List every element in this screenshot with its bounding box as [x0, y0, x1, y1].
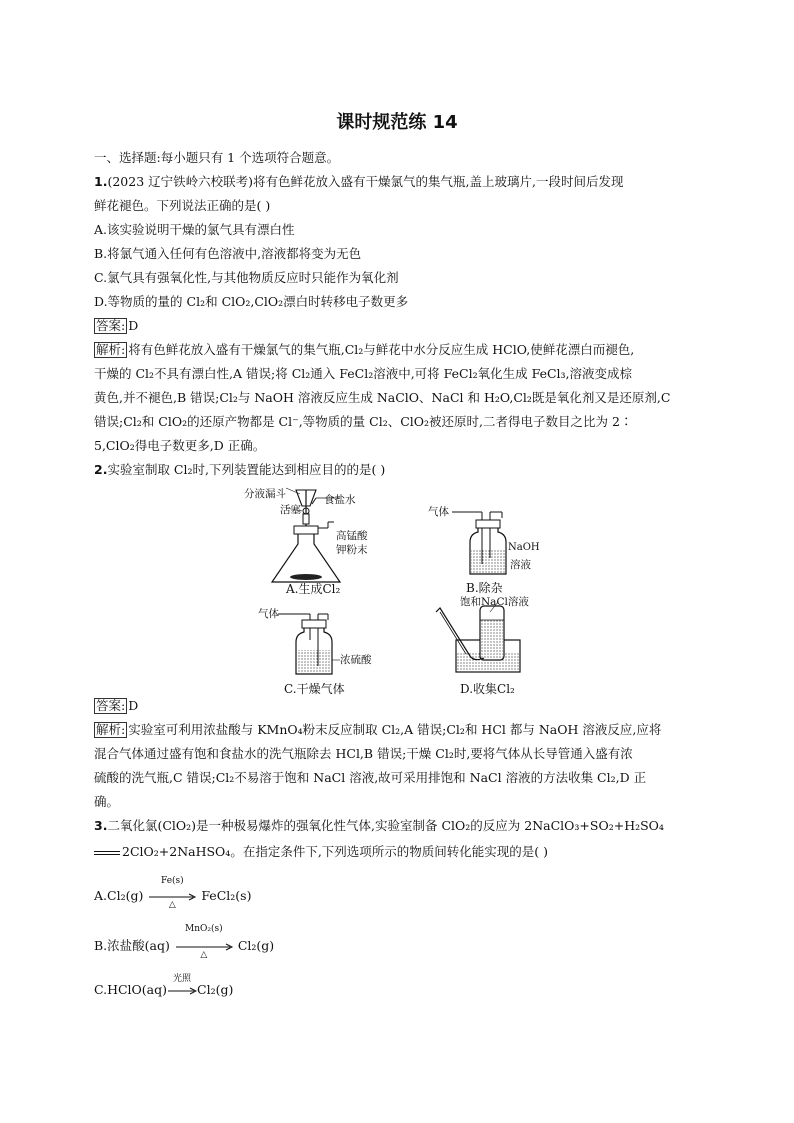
q3-b-product: Cl₂(g) — [237, 938, 275, 953]
figure-d-collect-cl2 — [430, 596, 570, 700]
q1-number: 1. — [94, 174, 108, 189]
label-naoh: NaOH — [508, 542, 540, 553]
explanation-tag: 解析: — [96, 722, 126, 737]
label-stopcock: 活塞 — [280, 504, 301, 516]
caption-d: D.收集Cl₂ — [460, 682, 515, 696]
q3-a-condition-below: △ — [168, 899, 176, 910]
q1-option-d: D.等物质的量的 Cl₂和 ClO₂,ClO₂漂白时转移电子数更多 — [94, 294, 409, 309]
q1-answer-value: D — [128, 318, 139, 333]
q1-option-a: A.该实验说明干燥的氯气具有漂白性 — [94, 222, 295, 237]
q3-c-product: Cl₂(g) — [197, 982, 234, 997]
caption-b: B.除杂 — [466, 581, 503, 595]
q3-a-reactant: A.Cl₂(g) — [94, 888, 144, 903]
q2-expl-text: 实验室可利用浓盐酸与 KMnO₄粉末反应制取 Cl₂,A 错误;Cl₂和 HCl 都与 NaOH 溶液反应,应将 — [128, 722, 662, 737]
q1-explanation-line3: 黄色,并不褪色,B 错误;Cl₂与 NaOH 溶液反应生成 NaClO、NaCl 和 H₂O,Cl₂既是氧化剂又是还原剂,C — [94, 390, 671, 405]
q2-explanation-line2: 混合气体通过盛有饱和食盐水的洗气瓶除去 HCl,B 错误;干燥 Cl₂时,要将气体从长导管通入盛有浓 — [94, 746, 633, 761]
equation-equals-sign — [94, 851, 120, 855]
q2-explanation-line3: 硫酸的洗气瓶,C 错误;Cl₂不易溶于饱和 NaCl 溶液,故可采用排饱和 NaCl 溶液的方法收集 Cl₂,D 正 — [94, 770, 647, 785]
q1-answer — [94, 318, 138, 334]
label-kmno4-2: 钾粉末 — [336, 544, 368, 556]
q3-stem-line2 — [94, 844, 548, 860]
label-saturated-nacl: 饱和NaCl溶液 — [460, 596, 529, 608]
q1-explanation-line4: 错误;Cl₂和 ClO₂的还原产物都是 Cl⁻,等物质的量 Cl₂、ClO₂被还原时,二者得电子数目之比为 2∶ — [94, 414, 633, 429]
figure-c-dry-gas — [256, 604, 396, 700]
label-separatory-funnel: 分液漏斗 — [244, 488, 286, 500]
q2-stem-text: 实验室制取 Cl₂时,下列装置能达到相应目的的是( ) — [107, 462, 386, 477]
q2-explanation-line4: 确。 — [94, 794, 120, 809]
q2-answer-value: D — [128, 698, 139, 713]
q3-option-b — [94, 923, 275, 960]
q2-number: 2. — [94, 462, 108, 477]
q1-explanation-line2: 干燥的 Cl₂不具有漂白性,A 错误;将 Cl₂通入 FeCl₂溶液中,可将 FeCl₂氧化生成 FeCl₃,溶液变成棕 — [94, 366, 633, 381]
q1-stem-line2: 鲜花褪色。下列说法正确的是( ) — [94, 198, 271, 213]
caption-a: A.生成Cl₂ — [286, 582, 341, 596]
q3-number: 3. — [94, 818, 108, 833]
answer-tag: 答案: — [96, 698, 126, 713]
label-solution: 溶液 — [510, 559, 531, 571]
q3-b-reactant: B.浓盐酸(aq) — [94, 938, 170, 953]
label-kmno4-1: 高锰酸 — [336, 530, 368, 542]
q1-option-b: B.将氯气通入任何有色溶液中,溶液都将变为无色 — [94, 246, 362, 261]
answer-tag: 答案: — [96, 318, 126, 333]
q1-explanation-line1 — [94, 342, 634, 358]
q2-answer — [94, 698, 138, 714]
reaction-arrow — [147, 875, 197, 910]
q3-a-product: FeCl₂(s) — [201, 888, 252, 903]
q3-b-condition-above: MnO₂(s) — [185, 923, 223, 934]
caption-c: C.干燥气体 — [284, 682, 345, 696]
q1-explanation-line5: 5,ClO₂得电子数更多,D 正确。 — [94, 438, 266, 453]
reaction-arrow — [167, 973, 197, 998]
q2-explanation-line1 — [94, 722, 661, 738]
q3-option-c — [94, 973, 234, 998]
q3-option-a — [94, 875, 252, 910]
label-conc-h2so4: 浓硫酸 — [340, 654, 372, 666]
q3-stem-line1 — [94, 818, 664, 834]
q1-stem-text: (2023 辽宁铁岭六校联考)将有色鲜花放入盛有干燥氯气的集气瓶,盖上玻璃片,一段时间后发现 — [107, 174, 624, 189]
q1-option-c: C.氯气具有强氧化性,与其他物质反应时只能作为氧化剂 — [94, 270, 399, 285]
page-title: 课时规范练 14 — [336, 112, 458, 133]
q3-a-condition-above: Fe(s) — [160, 875, 184, 886]
figure-b-remove-impurity — [428, 502, 548, 602]
q1-expl-text: 将有色鲜花放入盛有干燥氯气的集气瓶,Cl₂与鲜花中水分反应生成 HClO,使鲜花漂白而褪色, — [128, 342, 635, 357]
q3-b-condition-below: △ — [200, 949, 208, 960]
q3-c-condition-above: 光照 — [173, 973, 192, 984]
label-gas-b: 气体 — [428, 506, 449, 518]
label-brine: 食盐水 — [324, 494, 356, 506]
q3-c-reactant: C.HClO(aq) — [94, 982, 168, 997]
label-gas-c: 气体 — [258, 608, 279, 620]
figure-a-generate-cl2 — [244, 484, 390, 604]
q2-stem — [94, 462, 385, 478]
q1-stem-line1 — [94, 174, 623, 190]
reaction-arrow — [174, 923, 234, 960]
q3-stem-text2: 2ClO₂+2NaHSO₄。在指定条件下,下列选项所示的物质间转化能实现的是( ) — [122, 844, 549, 859]
explanation-tag: 解析: — [96, 342, 126, 357]
section-heading: 一、选择题:每小题只有 1 个选项符合题意。 — [94, 150, 340, 165]
q3-stem-text: 二氧化氯(ClO₂)是一种极易爆炸的强氧化性气体,实验室制备 ClO₂的反应为 2NaClO₃+SO₂+H₂SO₄ — [107, 818, 664, 833]
